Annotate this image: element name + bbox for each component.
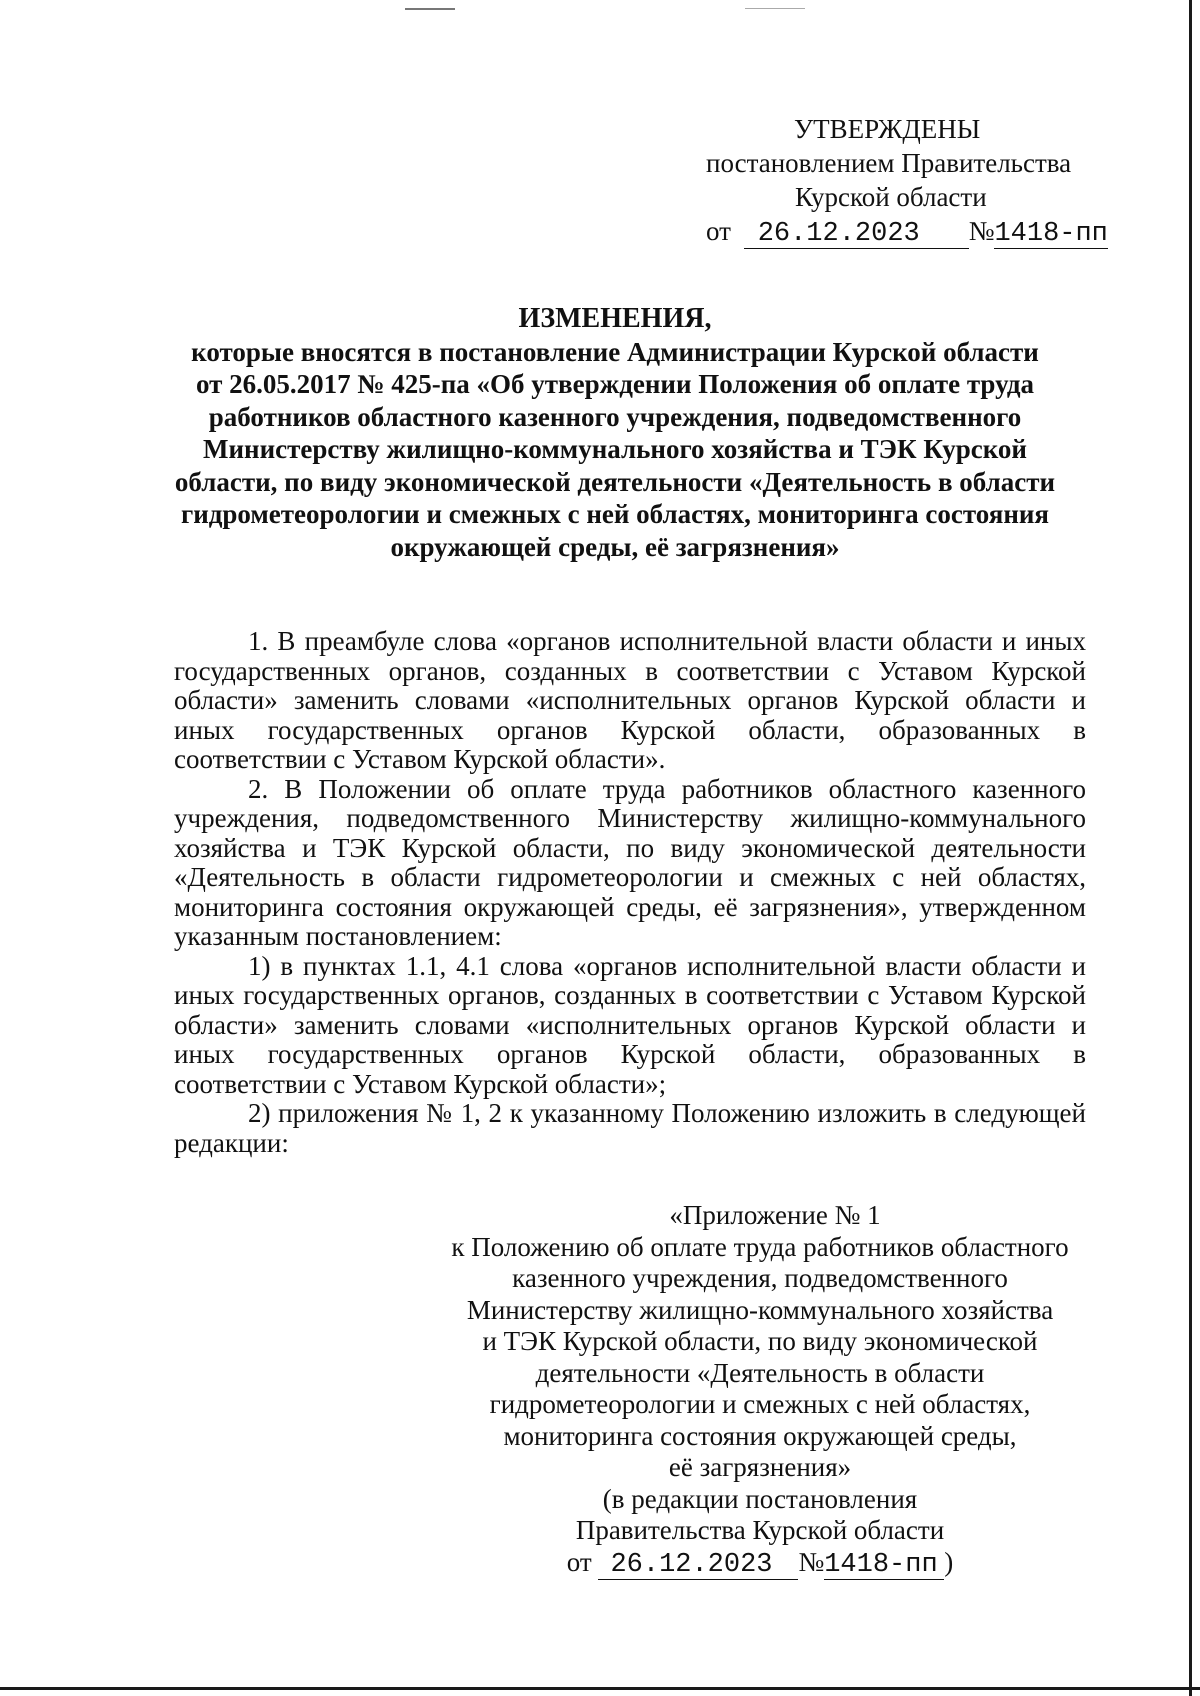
- title-main: ИЗМЕНЕНИЯ,: [518, 303, 712, 334]
- document-body: [174, 627, 1086, 1158]
- appendix-line: Министерству жилищно-коммунального хозяйства: [466, 1294, 1054, 1325]
- approval-region: Курской области: [795, 182, 987, 212]
- approval-date-line: [706, 214, 1108, 249]
- document-title: [150, 303, 1080, 563]
- scan-artifact: [405, 8, 455, 10]
- appendix-line: к Положению об оплате труда работников областного: [451, 1231, 1069, 1262]
- appendix-line: (в редакции постановления: [602, 1483, 918, 1514]
- appendix-closing: ): [944, 1546, 954, 1577]
- appendix-date: 26.12.2023: [598, 1551, 798, 1580]
- paragraph-2-1: 1) в пунктах 1.1, 4.1 слова «органов исполнительной власти области и иных государственных органов, созданных в соответствии с Уставом Курской области» заменить словами «исполнительных органов Курской области и иных государственных органов Курской области, образованных в соответствии с Уставом Курской области»;: [174, 950, 1086, 1099]
- scan-edge-right: [1189, 0, 1192, 1696]
- appendix-number: 1418-пп: [824, 1551, 944, 1580]
- title-line: работников областного казенного учреждения, подведомственного: [208, 401, 1022, 432]
- appendix-line: Правительства Курской области: [575, 1515, 945, 1545]
- appendix-line: деятельности «Деятельность в области: [535, 1357, 985, 1388]
- paragraph-2-2: 2) приложения № 1, 2 к указанному Положению изложить в следующей редакции:: [174, 1098, 1086, 1158]
- appendix-header: [420, 1200, 1100, 1580]
- title-line: Министерству жилищно-коммунального хозяйства и ТЭК Курской: [202, 434, 1027, 464]
- appendix-from-prefix: от: [566, 1546, 592, 1577]
- appendix-line: её загрязнения»: [668, 1452, 852, 1482]
- approval-number: 1418-пп: [994, 219, 1108, 249]
- title-line: гидрометеорологии и смежных с ней областях, мониторинга состояния: [180, 499, 1050, 529]
- title-line: которые вносятся в постановление Администрации Курской области: [191, 336, 1039, 367]
- appendix-date-line: [420, 1547, 1100, 1580]
- approval-number-prefix: №: [968, 216, 995, 246]
- title-line: области, по виду экономической деятельности «Деятельность в области: [174, 466, 1056, 497]
- paragraph-1: 1. В преамбуле слова «органов исполнительной власти области и иных государственных органов, созданных в соответствии с Уставом Курской области» заменить словами «исполнительных органов Курской области и иных государственных органов Курской области, образованных в соответствии с Уставом Курской области».: [174, 626, 1086, 774]
- paragraph-2: 2. В Положении об оплате труда работников областного казенного учреждения, подведомственного Министерству жилищно-коммунального хозяйства и ТЭК Курской области, по виду экономической деятельности «Деятельность в области гидрометеорологии и смежных с ней областях, мониторинга состояния окружающей среды, её загрязнения», утвержденном указанным постановлением:: [174, 773, 1086, 951]
- appendix-line: и ТЭК Курской области, по виду экономической: [482, 1326, 1038, 1356]
- scan-artifact: [745, 8, 805, 9]
- approval-heading: УТВЕРЖДЕНЫ: [794, 114, 981, 144]
- approval-date: 26.12.2023: [744, 220, 969, 249]
- title-line: окружающей среды, её загрязнения»: [390, 531, 840, 562]
- title-line: от 26.05.2017 № 425-па «Об утверждении Положения об оплате труда: [195, 369, 1035, 399]
- appendix-line: мониторинга состояния окружающей среды,: [503, 1420, 1017, 1451]
- appendix-line: гидрометеорологии и смежных с ней областях,: [489, 1389, 1031, 1419]
- appendix-line: казенного учреждения, подведомственного: [512, 1263, 1008, 1293]
- scan-edge-bottom: [0, 1687, 1200, 1690]
- approval-from-prefix: от: [706, 216, 731, 246]
- approval-by-decree: постановлением Правительства: [706, 148, 1072, 178]
- appendix-title: «Приложение № 1: [669, 1200, 881, 1230]
- appendix-number-prefix: №: [798, 1546, 825, 1577]
